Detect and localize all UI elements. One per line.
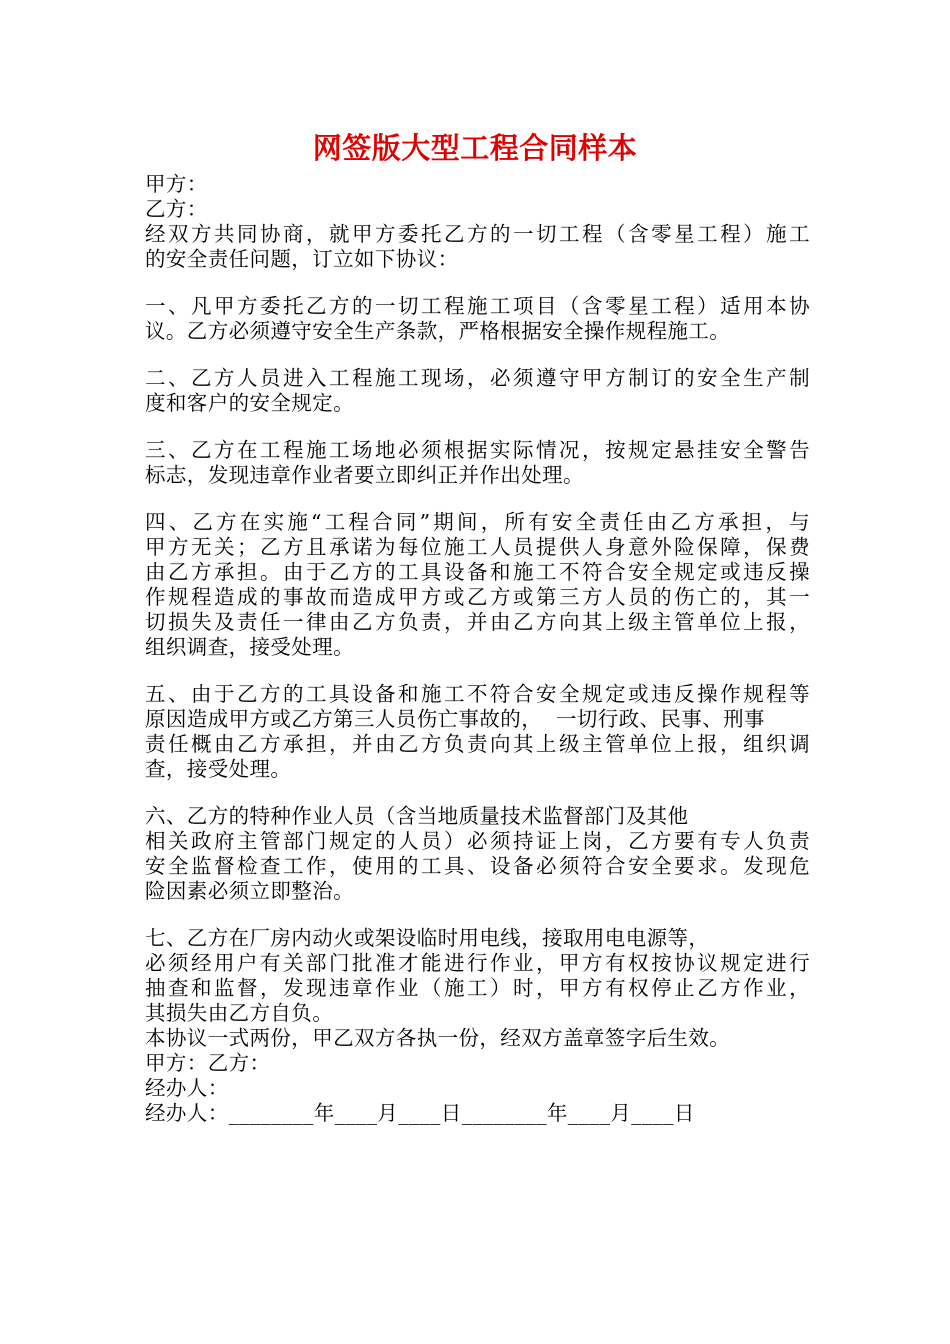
paragraph-line: 组织调查，接受处理。 [145,635,354,659]
clause-1 [145,294,810,344]
clause-6 [145,804,810,904]
paragraph-line: 原因造成甲方或乙方第三人员伤亡事故的， 一切行政、民事、刑事 [145,707,765,731]
paragraph-line: 二、乙方人员进入工程施工现场，必须遵守甲方制订的安全生产制 [145,366,810,390]
signature-parties: 甲方：乙方： [145,1051,271,1075]
paragraph-line: 由乙方承担。由于乙方的工具设备和施工不符合安全规定或违反操 [145,560,810,584]
paragraph-line: 查，接受处理。 [145,757,292,781]
paragraph-line: 其损失由乙方自负。 [145,1001,334,1025]
effect-statement: 本协议一式两份，甲乙双方各执一份，经双方盖章签字后生效。 [145,1026,731,1050]
paragraph-line: 相关政府主管部门规定的人员）必须持证上岗，乙方要有专人负责 [145,829,810,853]
paragraph-line: 险因素必须立即整治。 [145,879,354,903]
paragraph-line: 议。乙方必须遵守安全生产条款，严格根据安全操作规程施工。 [145,319,731,343]
document-title: 网签版大型工程合同样本 [312,131,638,165]
intro-paragraph [145,222,810,272]
paragraph-line: 七、乙方在厂房内动火或架设临时用电线，接取用电电源等， [145,926,710,950]
clause-7 [145,926,810,1026]
paragraph-line: 作规程造成的事故而造成甲方或乙方或第三方人员的伤亡的，其一 [145,585,810,609]
paragraph-line: 抽查和监督，发现违章作业（施工）时，甲方有权停止乙方作业， [145,976,810,1000]
document-body [145,172,810,1126]
paragraph-line: 甲方无关；乙方且承诺为每位施工人员提供人身意外险保障，保费 [145,535,810,559]
paragraph-line: 经双方共同协商，就甲方委托乙方的一切工程（含零星工程）施工 [145,222,810,246]
paragraph-line: 五、由于乙方的工具设备和施工不符合安全规定或违反操作规程等 [145,682,810,706]
paragraph-line: 一、凡甲方委托乙方的一切工程施工项目（含零星工程）适用本协 [145,294,810,318]
paragraph-line: 度和客户的安全规定。 [145,391,354,415]
clause-2 [145,366,810,416]
paragraph-line: 标志，发现违章作业者要立即纠正并作出处理。 [145,463,584,487]
paragraph-line: 责任概由乙方承担，并由乙方负责向其上级主管单位上报，组织调 [145,732,810,756]
clause-3 [145,438,810,488]
party-a-label: 甲方： [145,172,208,196]
paragraph-line: 切损失及责任一律由乙方负责，并由乙方向其上级主管单位上报， [145,610,810,634]
paragraph-line: 四、乙方在实施“工程合同”期间，所有安全责任由乙方承担，与 [145,510,810,534]
paragraph-line: 必须经用户有关部门批准才能进行作业，甲方有权按协议规定进行 [145,951,810,975]
paragraph-line: 三、乙方在工程施工场地必须根据实际情况，按规定悬挂安全警告 [145,438,810,462]
paragraph-line: 安全监督检查工作，使用的工具、设备必须符合安全要求。发现危 [145,854,810,878]
closing-section [145,1026,810,1126]
paragraph-line: 六、乙方的特种作业人员（含当地质量技术监督部门及其他 [145,804,689,828]
handler-date-line: 经办人：________年____月____日________年____月____日 [145,1101,695,1125]
clause-4 [145,510,810,660]
clause-5 [145,682,810,782]
handler-label: 经办人： [145,1076,229,1100]
party-b-label: 乙方： [145,197,208,221]
paragraph-line: 的安全责任问题，订立如下协议： [145,247,459,271]
